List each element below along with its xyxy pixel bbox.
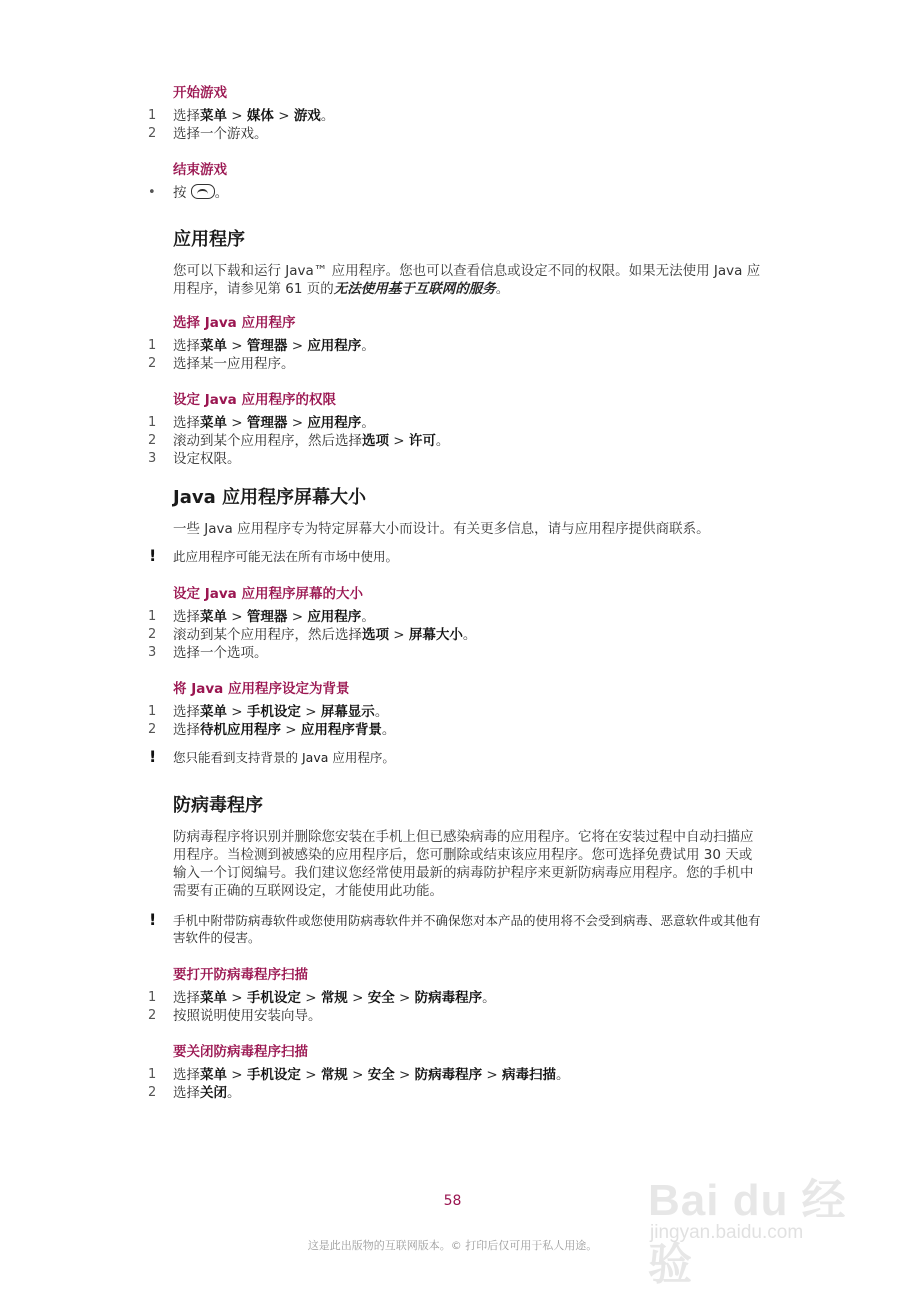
note-text: 您只能看到支持背景的 Java 应用程序。 (173, 750, 395, 765)
subheading-set-background: 将 Java 应用程序设定为背景 (173, 681, 350, 697)
step-text: 选择菜单 > 管理器 > 应用程序。 (173, 338, 375, 354)
screen-size-paragraph: 一些 Java 应用程序专为特定屏幕大小而设计。有关更多信息，请与应用程序提供商联系。 (173, 521, 710, 537)
bullet-dot: • (148, 185, 156, 200)
watermark-brand: Bai du 经验 (648, 1176, 847, 1289)
step-number: 1 (148, 990, 157, 1005)
step-row (145, 644, 765, 662)
step-number: 2 (148, 126, 157, 141)
step-number: 1 (148, 108, 157, 123)
note-text: 手机中附带防病毒软件或您使用防病毒软件并不确保您对本产品的使用将不会受到病毒、恶意软件或其他有害软件的侵害。 (173, 913, 761, 945)
step-text: 设定权限。 (173, 451, 241, 467)
step-text: 选择某一应用程序。 (173, 356, 295, 372)
step-row (145, 1007, 765, 1025)
section-title-screen-size: Java 应用程序屏幕大小 (173, 487, 366, 508)
subheading-antivirus-on: 要打开防病毒程序扫描 (173, 967, 308, 983)
step-row (145, 703, 765, 721)
step-row (145, 626, 765, 644)
step-text: 选择菜单 > 管理器 > 应用程序。 (173, 609, 375, 625)
step-row (145, 125, 765, 143)
step-number: 2 (148, 1008, 157, 1023)
step-number: 3 (148, 645, 157, 660)
step-number: 1 (148, 704, 157, 719)
step-row (145, 337, 765, 355)
step-number: 1 (148, 609, 157, 624)
apps-paragraph: 您可以下载和运行 Java™ 应用程序。您也可以查看信息或设定不同的权限。如果无法使用 Java 应用程序，请参见第 61 页的无法使用基于互联网的服务。 (173, 263, 761, 297)
subheading-end-game: 结束游戏 (173, 162, 227, 178)
step-number: 1 (148, 1067, 157, 1082)
antivirus-paragraph: 防病毒程序将识别并删除您安装在手机上但已感染病毒的应用程序。它将在安装过程中自动扫描应用程序。当检测到被感染的应用程序后，您可删除或结束该应用程序。您可选择免费试用 30 天或输入一个订阅编号。我们建议您经常使用最新的病毒防护程序来更新防病毒应用程序。您的手机中需要有正确的互联网设定，才能使用此功能。 (173, 829, 754, 899)
step-text: 选择一个游戏。 (173, 126, 268, 142)
page-footer: 这是此出版物的互联网版本。© 打印后仅可用于私人用途。 (307, 1239, 598, 1252)
step-number: 1 (148, 338, 157, 353)
step-number: 3 (148, 451, 157, 466)
bullet-row (145, 184, 765, 202)
subheading-antivirus-off: 要关闭防病毒程序扫描 (173, 1044, 308, 1060)
note (145, 548, 765, 565)
step-number: 2 (148, 627, 157, 642)
step-text: 选择菜单 > 手机设定 > 屏幕显示。 (173, 704, 389, 720)
step-number: 2 (148, 356, 157, 371)
exclamation-icon: ! (149, 747, 157, 766)
step-text: 选择待机应用程序 > 应用程序背景。 (173, 722, 396, 738)
step-row (145, 107, 765, 125)
step-row (145, 414, 765, 432)
end-call-key-icon (191, 184, 215, 199)
step-row (145, 989, 765, 1007)
note (145, 749, 765, 766)
step-row (145, 608, 765, 626)
subheading-set-screen-size: 设定 Java 应用程序屏幕的大小 (173, 586, 363, 602)
step-row (145, 355, 765, 373)
subheading-select-java: 选择 Java 应用程序 (173, 315, 296, 331)
step-number: 2 (148, 1085, 157, 1100)
page-content (145, 84, 765, 1102)
step-text: 按照说明使用安装向导。 (173, 1008, 322, 1024)
step-number: 1 (148, 415, 157, 430)
subheading-java-permissions: 设定 Java 应用程序的权限 (173, 392, 336, 408)
note (145, 912, 765, 946)
step-text: 选择一个选项。 (173, 645, 268, 661)
step-number: 2 (148, 433, 157, 448)
step-text: 选择关闭。 (173, 1085, 241, 1101)
section-title-apps: 应用程序 (173, 229, 245, 250)
cross-reference-link[interactable]: 无法使用基于互联网的服务 (333, 281, 496, 297)
step-text: 选择菜单 > 管理器 > 应用程序。 (173, 415, 375, 431)
step-text: 滚动到某个应用程序，然后选择选项 > 屏幕大小。 (173, 627, 477, 643)
step-row (145, 1066, 765, 1084)
page-number: 58 (443, 1193, 462, 1209)
step-row (145, 432, 765, 450)
step-text: 按 。 (173, 185, 229, 201)
step-row (145, 1084, 765, 1102)
step-number: 2 (148, 722, 157, 737)
note-text: 此应用程序可能无法在所有市场中使用。 (173, 549, 399, 564)
section-title-antivirus: 防病毒程序 (173, 795, 263, 816)
step-row (145, 721, 765, 739)
step-text: 选择菜单 > 手机设定 > 常规 > 安全 > 防病毒程序。 (173, 990, 496, 1006)
exclamation-icon: ! (149, 910, 157, 929)
step-text: 滚动到某个应用程序，然后选择选项 > 许可。 (173, 433, 450, 449)
subheading-start-game: 开始游戏 (173, 85, 227, 101)
step-text: 选择菜单 > 手机设定 > 常规 > 安全 > 防病毒程序 > 病毒扫描。 (173, 1067, 570, 1083)
watermark-url: jingyan.baidu.com (650, 1222, 804, 1243)
exclamation-icon: ! (149, 546, 157, 565)
step-text: 选择菜单 > 媒体 > 游戏。 (173, 108, 335, 124)
step-row (145, 450, 765, 468)
